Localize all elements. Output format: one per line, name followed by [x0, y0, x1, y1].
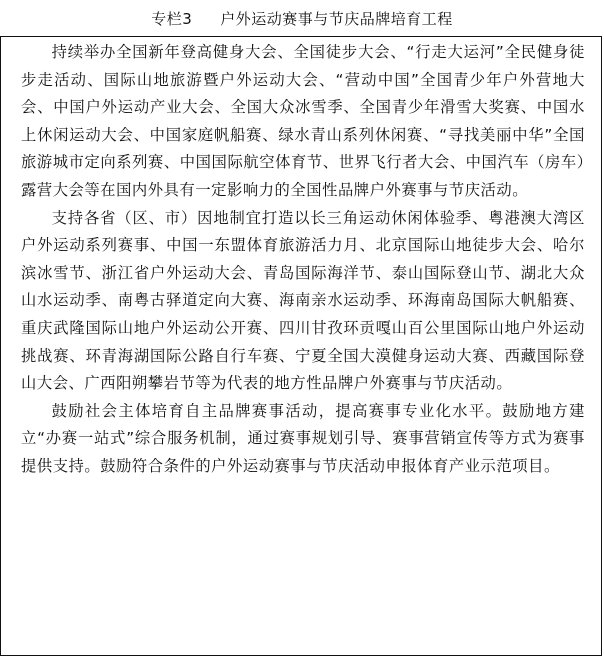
paragraph-social-support: 鼓励社会主体培育自主品牌赛事活动，提高赛事专业化水平。鼓励地方建立“办赛一站式”综合服务机制，通过赛事规划引导、赛事营销宣传等方式为赛事提供支持。鼓励符合条件的户外运动赛事与节庆活动申报体育产业示范项目。 [21, 401, 585, 475]
box-content [21, 39, 585, 481]
box-title: 户外运动赛事与节庆品牌培育工程 [220, 10, 453, 28]
paragraph-regional-events: 支持各省（区、市）因地制宜打造以长三角运动休闲体验季、粤港澳大湾区户外运动系列赛事、中国一东盟体育旅游活力月、北京国际山地徒步大会、哈尔滨冰雪节、浙江省户外运动大会、青岛国际海洋节、泰山国际登山节、湖北大众山水运动季、南粤古驿道定向大赛、海南亲水运动季、环海南岛国际大帆船赛、重庆武隆国际山地户外运动公开赛、四川甘孜环贡嘎山百公里国际山地户外运动挑战赛、环青海湖国际公路自行车赛、宁夏全国大漠健身运动大赛、西藏国际登山大会、广西阳朔攀岩节等为代表的地方性品牌户外赛事与节庆活动。 [21, 208, 585, 393]
box-header [0, 8, 604, 30]
text-box [0, 36, 602, 656]
column-label: 专栏3 [151, 10, 193, 28]
paragraph-national-events: 持续举办全国新年登高健身大会、全国徒步大会、“行走大运河”全民健身徒步走活动、国际山地旅游暨户外运动大会、“营动中国”全国青少年户外营地大会、中国户外运动产业大会、全国大众冰雪季、全国青少年滑雪大奖赛、中国水上休闲运动大会、中国家庭帆船赛、绿水青山系列休闲赛、“寻找美丽中华”全国旅游城市定向系列赛、中国国际航空体育节、世界飞行者大会、中国汽车（房车）露营大会等在国内外具有一定影响力的全国性品牌户外赛事与节庆活动。 [21, 43, 585, 199]
